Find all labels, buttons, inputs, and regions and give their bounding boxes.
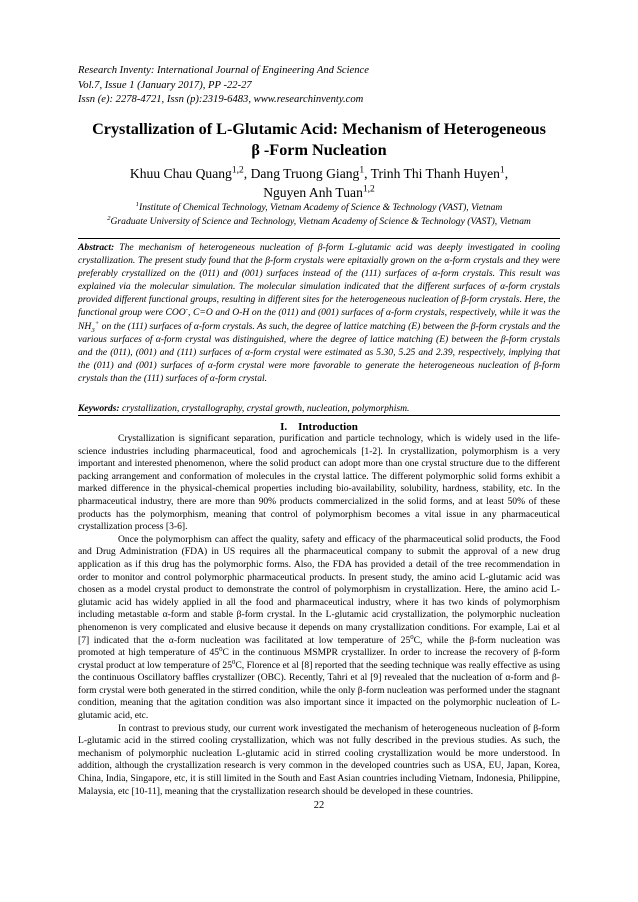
keywords-label: Keywords: [78,403,120,414]
body-text-run: Once the polymorphism can affect the quality, safety and efficacy of the pharmaceutical solid products, the Food and Drug Administration (FDA) in US requires all the pharmaceutical company to submit the approval of a new drug application as if this drug has the polymorphic forms. Also, the FDA has provided a detail of the tree recommendation in order to monitor and control polymorphic pharmaceutical products. In present study, the amino acid L-glutamic acid was chosen as a model crystal product to demonstrate the control of polymorphism in crystallization. Here, the amino acid L-glutamic acid has widely applied in all the food and pharmaceutical industry, where it has two kinds of polymorphism including metastable α-form and stable β-form crystal. In the L-glutamic acid crystallization, the polymorphic nucleation phenomenon is very complicated and elusive because it depends on many crystallization conditions. For example, Lai et al [7] indicated that the α-form nucleation was facilitated at low temperature of 25 [78,533,560,646]
affiliations [60,201,578,228]
affiliation-mark: 2 [107,214,111,222]
abstract-paragraph [78,241,560,385]
abstract-top-rule [78,238,560,239]
author-affiliation-mark: 1 [499,165,505,176]
body-paragraph-1: Crystallization is significant separation, purification and particle technology, which is widely used in the life-science industries including pharmaceutical, food and agrochemicals [1-2]. In crystallization, polymorphism is a very important and interested phenomenon, where the solid product can adopt more than one crystal structure due to the different packing arrangement and conformation of molecules in the crystal lattice. The different polymorphic solid forms exhibit a marked difference in the physical-chemical properties including bio-availability, solubility, hardness, stability, etc. In the pharmaceutical industry, there are more than 90% products commercialized in the solid forms, and at least 50% of these products has the polymorphism, meaning that control of polymorphism becomes a vital issue in any pharmaceutical crystallization process [3-6]. [78,433,560,533]
body-text [78,433,560,798]
abstract-superscript: + [94,319,100,327]
body-text-run: C, while the β-form nucleation was promoted at high temperature of 45 [78,634,560,659]
section-title: Introduction [298,421,358,433]
author-affiliation-mark: 1,2 [231,165,244,176]
affiliation-text: Graduate University of Science and Technology, Vietnam Academy of Science & Technology (VAST), Vietnam [110,215,531,227]
author-affiliation-mark: 1 [359,165,365,176]
affiliation-text: Institute of Chemical Technology, Vietnam Academy of Science & Technology (VAST), Vietnam [139,202,503,213]
degree-superscript: 0 [232,658,236,666]
paper-title-line-2: β -Form Nucleation [251,141,387,159]
journal-issn: Issn (e): 2278-4721, Issn (p):2319-6483, www.researchinventy.com [78,94,364,106]
abstract-text: The mechanism of heterogeneous nucleation of β-form L-glutamic acid was deeply investigated in cooling crystallization. The present study found that the β-form crystals were epitaxially grown on the α-form crystals and they were preferably crystallized on the (011) and (001) surfaces instead of the (111) surfaces of α-form crystals. This result was explained via the molecular simulation. The molecular simulation indicated that the different surfaces of α-form crystals provided different functional groups, resulting in different sites for the heterogeneous nucleation of β-form crystals. Here, the functional group were COO [78,242,560,319]
body-text-run: C, Florence et al [8] reported that the seeding technique was really effective as using the continuous Oscillatory baffles crystallizer (OBC). Recently, Tahri et al [9] revealed that the nucleation of α-form and β-form crystal were both generated in the stirred condition, while the only β-form nucleation was performed under the stagnant condition, meaning that the agitation condition was also important since it impacted on the polymorphic nucleation of L-glutamic acid, etc. [78,659,560,722]
affiliation-1 [60,201,578,215]
keywords-bottom-rule [78,415,560,416]
body-text-run: C in the continuous MSMPR crystallizer. In order to increase the recovery of β-form crystal product at low temperature of 25 [78,647,560,671]
degree-superscript: 0 [410,633,414,641]
journal-volume: Vol.7, Issue 1 (January 2017), PP -22-27 [78,79,252,91]
section-heading [78,420,560,434]
abstract-label: Abstract: [78,242,115,253]
abstract-text: on the (111) surfaces of α-form crystals. As such, the degree of lattice matching (E) between the β-form crystals and the various surfaces of α-form crystal was distinguished, where the degree of lattice matching (E) between the β-form crystals and the (011), (001) and (111) surfaces of α-form crystal were estimated as 5.30, 5.25 and 2.39, respectively, implying that the (011) and (001) surfaces of α-form crystal were more favorable to generate the heterogeneous nucleation of β-form crystals than the (111) surfaces of α-form crystal. [78,320,560,384]
section-number: I. [280,421,288,433]
affiliation-2 [60,215,578,229]
abstract-superscript: - [185,306,188,314]
author-affiliation-mark: 1,2 [362,184,375,195]
page-number: 22 [313,800,325,811]
journal-header [78,64,369,108]
affiliation-mark: 1 [135,200,140,208]
body-paragraph-2 [78,534,560,723]
abstract [78,241,560,385]
author-name: Nguyen Anh Tuan [263,185,363,200]
author-line-1 [60,164,578,183]
author-name: , Trinh Thi Thanh Huyen [364,166,500,181]
keywords [78,402,560,415]
paper-title-line-1: Crystallization of L-Glutamic Acid: Mechanism of Heterogeneous [92,120,546,138]
degree-superscript: 0 [219,645,223,653]
author-list [60,164,578,202]
author-separator: , [504,166,509,181]
abstract-text: , C=O and O-H on the (011) and (001) surfaces of α-form crystals, respectively, while it was the NH [78,307,560,332]
author-name: , Dang Truong Giang [243,166,360,181]
author-name: Khuu Chau Quang [129,166,232,181]
body-paragraph-3: In contrast to previous study, our current work investigated the mechanism of heterogeneous nucleation of β-form L-glutamic acid in the stirred cooling crystallization, which was not fully described in the previous studies. As such, the mechanism of polymorphic nucleation L-glutamic acid in stirred cooling crystallization would be more understood. In addition, although the crystallization research is very common in the developed countries such as USA, EU, Japan, Korea, China, India, Singapore, etc, it is still limited in the South and East Asian countries including Vietnam, Indonesia, Philippine, Malaysia, etc [10-11], meaning that the crystallization research should be developed in these countries. [78,722,560,797]
journal-name: Research Inventy: International Journal of Engineering And Science [78,65,369,76]
author-line-2 [60,183,578,202]
abstract-subscript: 3 [91,326,95,334]
keywords-text: crystallization, crystallography, crystal growth, nucleation, polymorphism. [119,403,410,414]
paper-title [60,119,578,161]
